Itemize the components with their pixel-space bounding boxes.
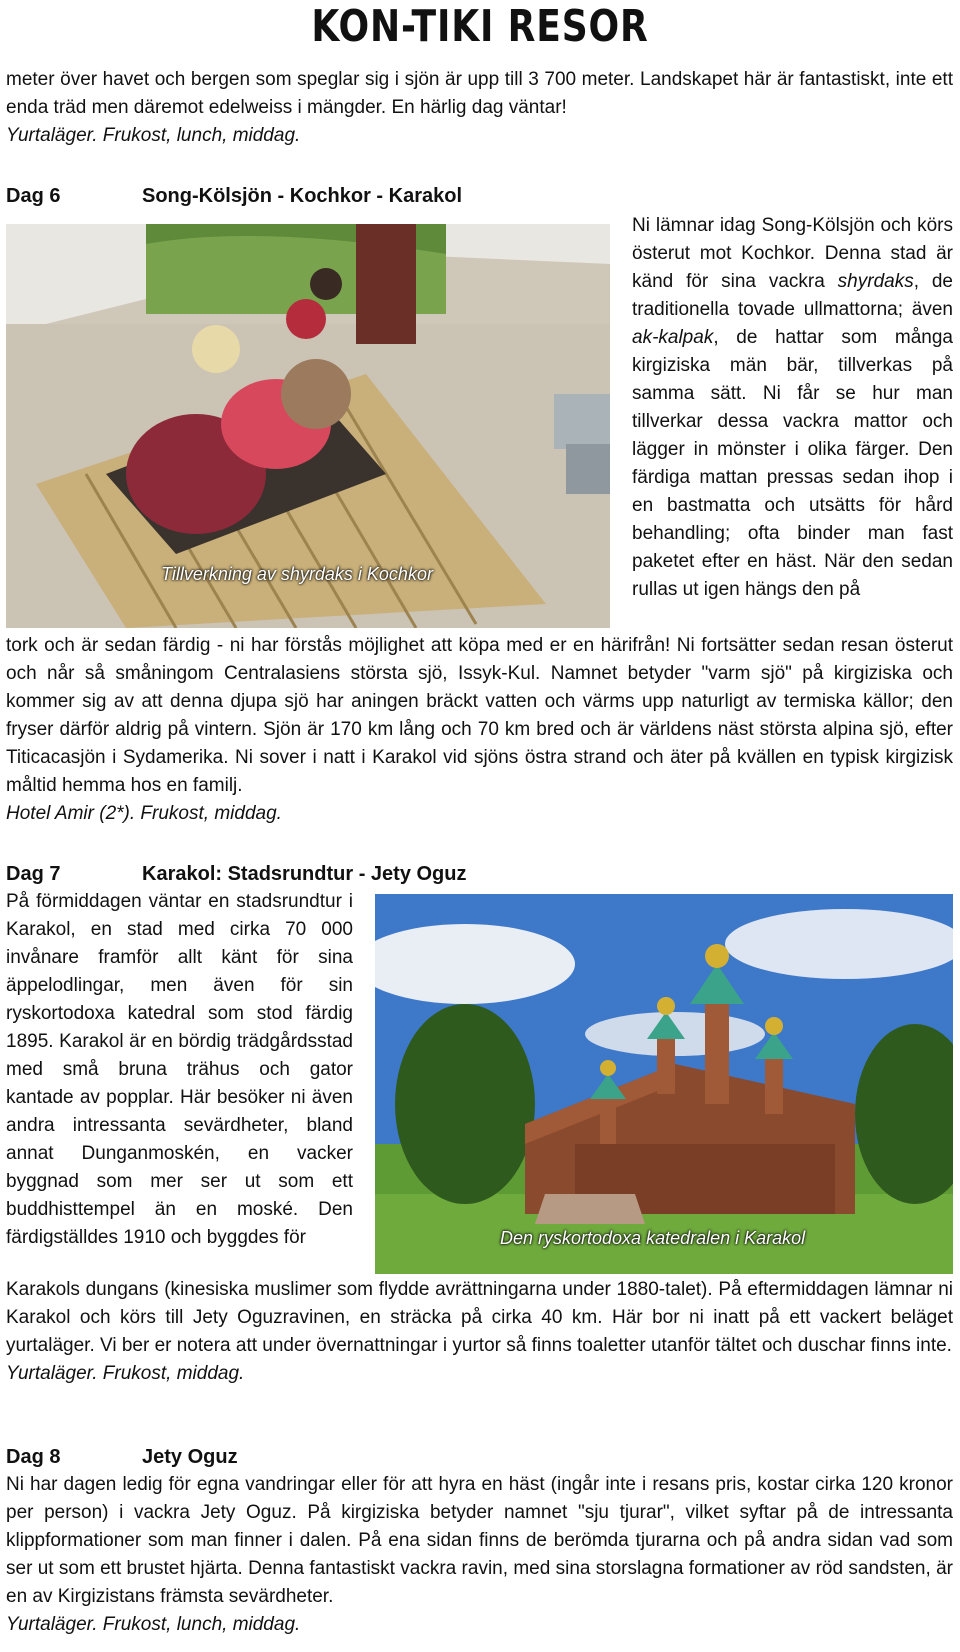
day6-side-part-3: , de traditionella tovade ullmattorna; även — [632, 271, 953, 320]
day7-note: Yurtaläger. Frukost, middag. — [6, 1363, 245, 1384]
day6-label: Dag 6 — [6, 185, 61, 207]
shyrdak-making-photo — [6, 224, 610, 628]
intro-paragraph — [6, 66, 953, 150]
day6-side-text — [632, 212, 953, 604]
day6-side-part-1: Ni lämnar idag Song-Kölsjön och körs österut mot Kochkor. Denna stad är känd för sina vackra — [632, 215, 953, 292]
day7-body-text: Karakols dungans (kinesiska muslimer som flydde avrättningarna under 1880-talet). På eftermiddagen lämnar ni Karakol och körs till Jety Oguzravinen, en sträcka på cirka 40 km. Här bor ni inatt på ett vackert beläget yurtaläger. Vi ber er notera att under övernattningar i yurtor så finns toaletter utanför tältet och duschar finns inte. — [6, 1279, 953, 1356]
day6-side-ak-kalpak: ak-kalpak — [632, 327, 714, 348]
day7-side-text: På förmiddagen väntar en stadsrundtur i Karakol, en stad med cirka 70 000 invånare framför allt känt för sina äppelodlingar, men även för sin ryskortodoxa katedral som stod färdig 1895. Karakol är en bördig trädgårdsstad med små bruna trähus och gator kantade av popplar. Här besöker ni även andra intressanta sevärdheter, bland annat Dunganmoskén, en vacker byggnad som mer ser ut som ett buddhisttempel än en moské. Den färdigställdes 1910 och byggdes för — [6, 891, 353, 1248]
cathedral-photo-caption: Den ryskortodoxa katedralen i Karakol — [500, 1228, 806, 1248]
cathedral-photo — [375, 894, 953, 1274]
day8-label: Dag 8 — [6, 1446, 61, 1468]
intro-note: Yurtaläger. Frukost, lunch, middag. — [6, 125, 301, 146]
day8-body — [6, 1471, 953, 1639]
cathedral-photo-illustration — [375, 894, 953, 1274]
shyrdak-photo-caption: Tillverkning av shyrdaks i Kochkor — [161, 564, 433, 584]
day6-note: Hotel Amir (2*). Frukost, middag. — [6, 803, 282, 824]
day7-body — [6, 1276, 953, 1388]
day7-title: Karakol: Stadsrundtur - Jety Oguz — [142, 863, 467, 885]
day8-heading — [6, 1443, 906, 1471]
day8-note: Yurtaläger. Frukost, lunch, middag. — [6, 1614, 301, 1635]
day6-heading — [6, 182, 906, 210]
intro-text: meter över havet och bergen som speglar sig i sjön är upp till 3 700 meter. Landskapet här är fantastiskt, inte ett enda träd men däremot edelweiss i mängder. En härlig dag väntar! — [6, 69, 953, 118]
day7-label: Dag 7 — [6, 863, 61, 885]
day8-body-text: Ni har dagen ledig för egna vandringar eller för att hyra en häst (ingår inte i resans pris, kostar cirka 120 kronor per person) i vackra Jety Oguz. På kirgiziska betyder namnet "sju tjurar", vilket syftar på de intressanta klippformationer som man finner i dalen. På ena sidan finns de berömda tjurarna och på andra sidan vad som ser ut som ett brustet hjärta. Denna fantastiskt vackra ravin, med sina storslagna formationer av röd sandsten, är en av Kirgizistans främsta sevärdheter. — [6, 1474, 953, 1607]
day6-side-shyrdaks: shyrdaks — [837, 271, 914, 292]
day7-heading — [6, 860, 906, 888]
day6-body — [6, 632, 953, 828]
day6-title: Song-Kölsjön - Kochkor - Karakol — [142, 185, 463, 207]
day8-title: Jety Oguz — [142, 1446, 238, 1468]
day6-body-text: tork och är sedan färdig - ni har förstås möjlighet att köpa med er en härifrån! Ni fortsätter sedan resan österut och når så småningom Centralasiens största sjö, Issyk-Kul. Namnet betyder "varm sjö" på kirgiziska och kommer sig av att denna djupa sjö har aningen bräckt vatten och värms upp naturligt av termiska källor; den fryser därför aldrig på vintern. Sjön är 170 km lång och 70 km bred och är världens näst största alpina sjö, efter Titicacasjön i Sydamerika. Ni sover i natt i Karakol vid sjöns östra strand och äter på kvällen en typisk kirgizisk måltid hemma hos en familj. — [6, 635, 953, 796]
brand-logo: KON-TIKI RESOR — [311, 1, 649, 52]
day6-side-part-5: , de hattar som många kirgiziska män bär, tillverkas på samma sätt. Ni får se hur man tillverkar dessa vackra mattor och lägger in mönster i olika färger. Den färdiga mattan pressas sedan ihop i en bastmatta och utsätts för hård behandling; ofta binder man fast paketet efter en häst. När den sedan rullas ut igen hängs den på — [632, 327, 953, 600]
